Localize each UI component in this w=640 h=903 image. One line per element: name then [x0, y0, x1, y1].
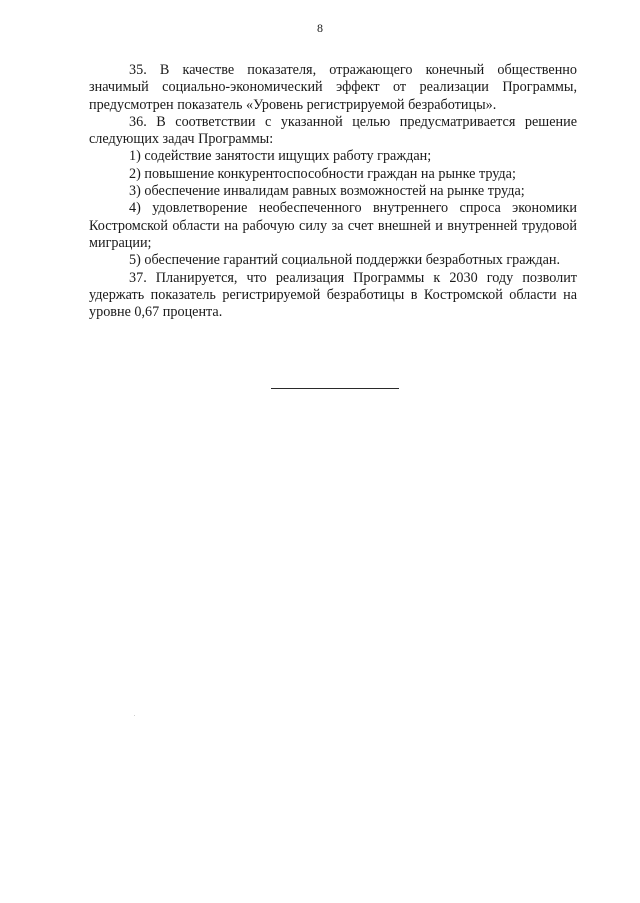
task-item-4: 4) удовлетворение необеспеченного внутреннего спроса экономики Костромской области на рабочую силу за счет внешней и внутренней трудовой миграции; [89, 200, 577, 251]
page-number: 8 [317, 21, 323, 35]
end-separator-line [271, 388, 399, 389]
task-item-2: 2) повышение конкурентоспособности граждан на рынке труда; [129, 165, 516, 182]
task-item-1: 1) содействие занятости ищущих работу граждан; [129, 148, 432, 165]
task-item-5: 5) обеспечение гарантий социальной поддержки безработных граждан. [129, 252, 561, 269]
scan-speck [134, 715, 135, 716]
paragraph-35: 35. В качестве показателя, отражающего конечный общественно значимый социально-экономический эффект от реализации Программы, предусмотрен показатель «Уровень регистрируемой безработицы». [89, 62, 577, 113]
document-body [89, 62, 577, 321]
task-item-3: 3) обеспечение инвалидам равных возможностей на рынке труда; [129, 183, 525, 200]
paragraph-36: 36. В соответствии с указанной целью предусматривается решение следующих задач Программы: [89, 113, 577, 148]
paragraph-37: 37. Планируется, что реализация Программы к 2030 году позволит удержать показатель регистрируемой безработицы в Костромской области на уровне 0,67 процента. [89, 269, 577, 321]
